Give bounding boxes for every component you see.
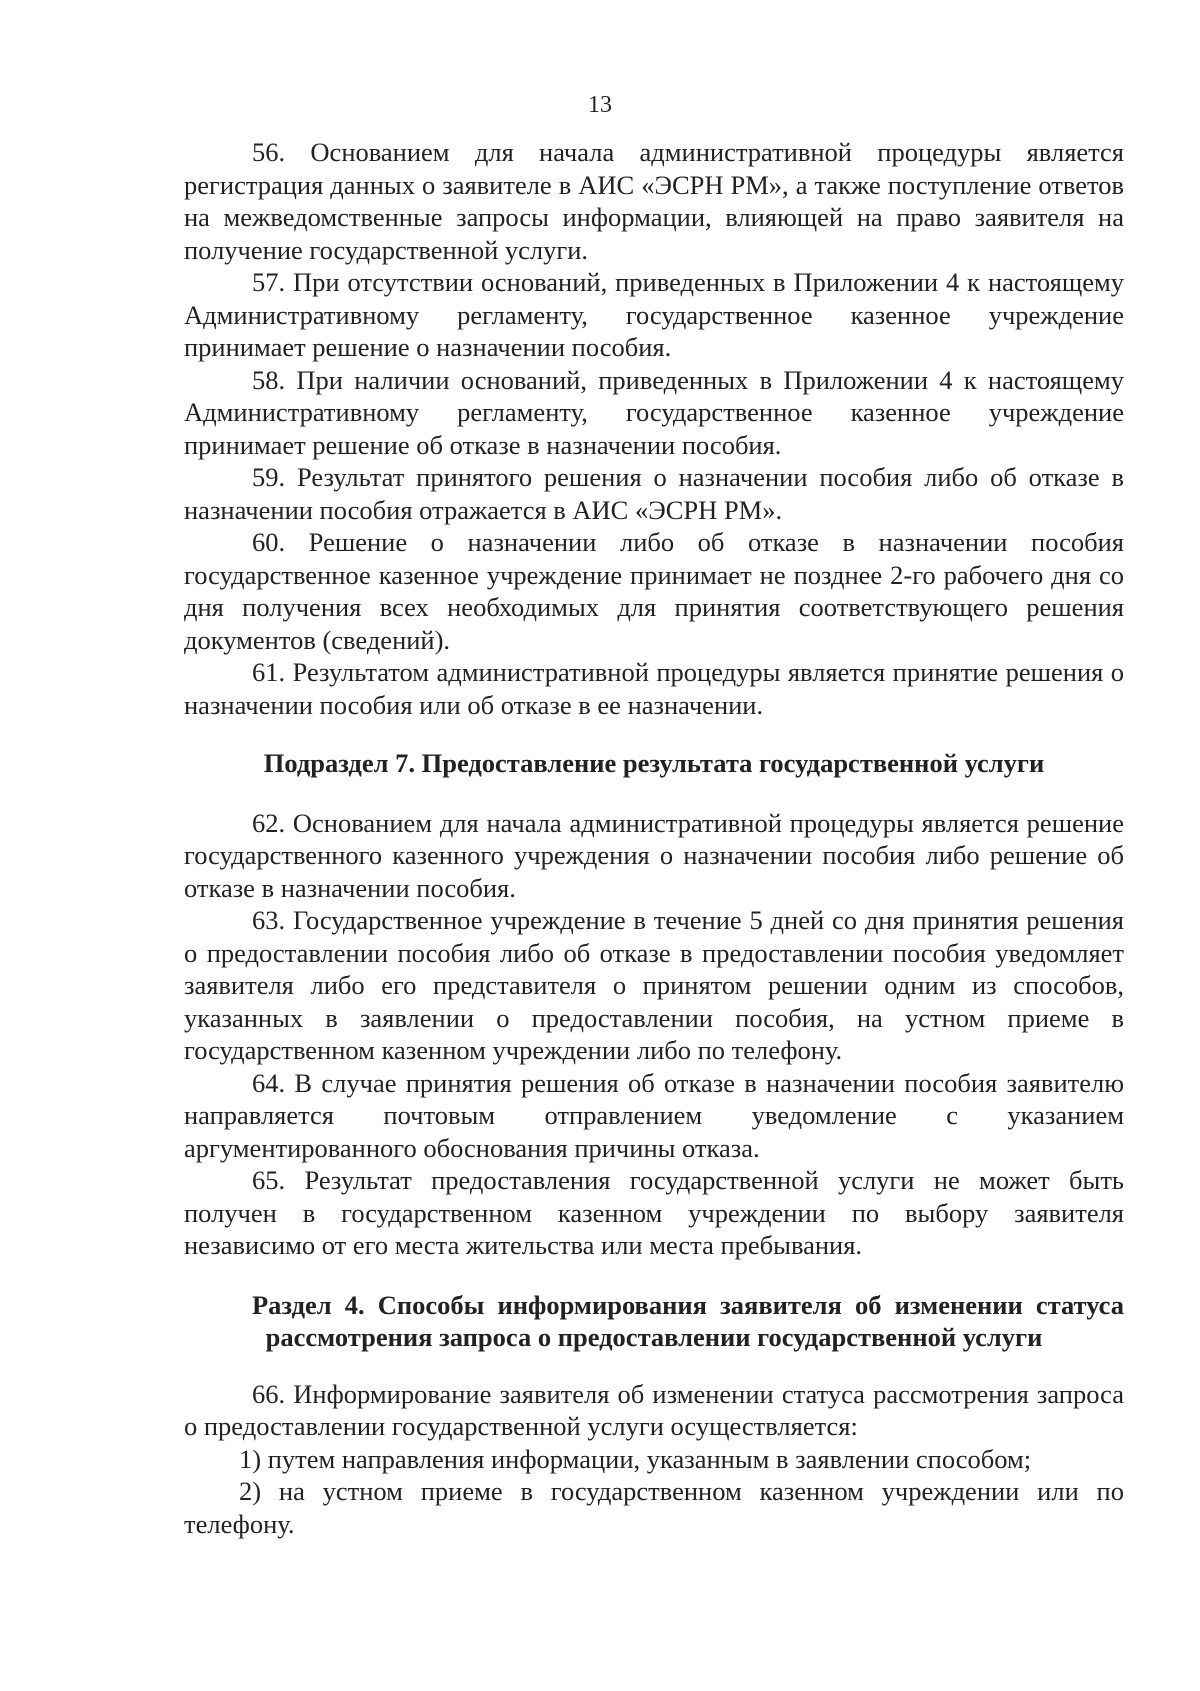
paragraph-60: 60. Решение о назначении либо об отказе в назначении пособия государственное казенное учреждение принимает не позднее 2-го рабочего дня со дня получения всех необходимых для принятия соответствующего решения документов (сведений). <box>184 527 1124 655</box>
document-body <box>184 136 1124 1540</box>
paragraph-66: 66. Информирование заявителя об изменении статуса рассмотрения запроса о предоставлении государственной услуги осуществляется: <box>184 1378 1124 1441</box>
paragraph-62: 62. Основанием для начала административной процедуры является решение государственного казенного учреждения о назначении пособия либо решение об отказе в назначении пособия. <box>184 807 1124 903</box>
paragraph-58: 58. При наличии оснований, приведенных в Приложении 4 к настоящему Административному регламенту, государственное казенное учреждение принимает решение об отказе в назначении пособия. <box>184 364 1124 460</box>
page-number: 13 <box>588 92 612 118</box>
paragraph-57: 57. При отсутствии оснований, приведенных в Приложении 4 к настоящему Административному регламенту, государственное казенное учреждение принимает решение о назначении пособия. <box>184 267 1124 362</box>
subsection-heading: Подраздел 7. Предоставление результата государственной услуги <box>263 748 1045 778</box>
paragraph-56: 56. Основанием для начала административной процедуры является регистрация данных о заявителе в АИС «ЭСРН РМ», а также поступление ответов на межведомственные запросы информации, влияющей на право заявителя на получение государственной услуги. <box>184 137 1124 265</box>
section-heading: Раздел 4. Способы информирования заявителя об изменении статуса рассмотрения запроса о предоставлении государственной услуги <box>252 1289 1124 1352</box>
paragraph-59: 59. Результат принятого решения о назначении пособия либо об отказе в назначении пособия отражается в АИС «ЭСРН РМ». <box>184 462 1124 525</box>
list-item: 2) на устном приеме в государственном казенном учреждении или по телефону. <box>184 1476 1124 1539</box>
paragraph-61: 61. Результатом административной процедуры является принятие решения о назначении пособия или об отказе в ее назначении. <box>184 657 1124 720</box>
paragraph-65: 65. Результат предоставления государственной услуги не может быть получен в государственном казенном учреждении по выбору заявителя независимо от его места жительства или места пребывания. <box>184 1165 1124 1260</box>
paragraph-64: 64. В случае принятия решения об отказе в назначении пособия заявителю направляется почтовым отправлением уведомление с указанием аргументированного обоснования причины отказа. <box>184 1067 1124 1163</box>
paragraph-63: 63. Государственное учреждение в течение 5 дней со дня принятия решения о предоставлении пособия либо об отказе в предоставлении пособия уведомляет заявителя либо его представителя о принятом решении одним из способов, указанных в заявлении о предоставлении пособия, на устном приеме в государственном казенном учреждении либо по телефону. <box>184 905 1124 1065</box>
list-item: 1) путем направления информации, указанным в заявлении способом; <box>239 1443 1032 1474</box>
